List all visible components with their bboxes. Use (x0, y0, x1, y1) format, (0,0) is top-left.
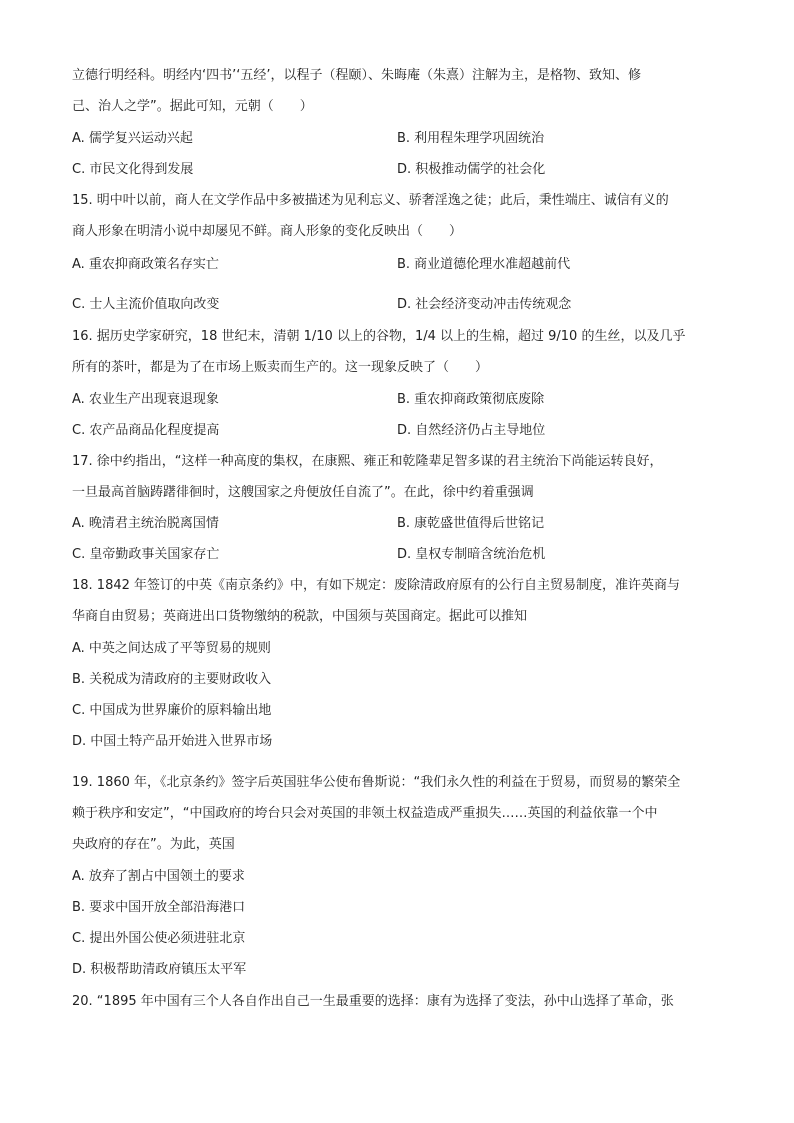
q16-option-b: B. 重农抑商政策彻底废除 (397, 392, 545, 407)
q14-stem-line1: 立德行明经科。明经内‘四书’‘五经’，以程子（程颐）、朱晦庵（朱熹）注解为主，是格物、致知、修 (72, 68, 642, 83)
q14-option-a: A. 儒学复兴运动兴起 (72, 131, 193, 146)
q16-stem-line1: 16. 据历史学家研究，18 世纪末，清朝 1/10 以上的谷物，1/4 以上的生棉，超过 9/10 的生丝，以及几乎 (72, 329, 686, 344)
q16-stem-line2: 所有的茶叶，都是为了在市场上贩卖而生产的。这一现象反映了（ ） (72, 360, 489, 375)
q17-stem-line1: 17. 徐中约指出，“这样一种高度的集权，在康熙、雍正和乾隆辈足智多谋的君主统治下尚能运转良好， (72, 454, 663, 469)
q17-stem-line2: 一旦最高首脑踌躇徘徊时，这艘国家之舟便放任自流了”。在此，徐中约着重强调 (72, 485, 534, 500)
q15-option-d: D. 社会经济变动冲击传统观念 (397, 297, 572, 312)
q14-stem-line2: 己、治人之学”。据此可知，元朝（ ） (72, 99, 313, 114)
q19-stem-line2: 赖于秩序和安定”，“中国政府的垮台只会对英国的非领土权益造成严重损失……英国的利益依靠一个中 (72, 806, 658, 821)
q17-option-c: C. 皇帝勤政事关国家存亡 (72, 547, 220, 562)
q19-option-b: B. 要求中国开放全部沿海港口 (72, 900, 246, 915)
q18-option-d: D. 中国土特产品开始进入世界市场 (72, 734, 273, 749)
q16-option-a: A. 农业生产出现衰退现象 (72, 392, 219, 407)
q15-option-b: B. 商业道德伦理水准超越前代 (397, 257, 571, 272)
q18-option-c: C. 中国成为世界廉价的原料输出地 (72, 703, 272, 718)
q19-option-c: C. 提出外国公使必须进驻北京 (72, 931, 246, 946)
q14-option-c: C. 市民文化得到发展 (72, 162, 194, 177)
q19-stem-line1: 19. 1860 年，《北京条约》签字后英国驻华公使布鲁斯说：“我们永久性的利益在于贸易，而贸易的繁荣全 (72, 775, 681, 790)
q16-option-c: C. 农产品商品化程度提高 (72, 423, 220, 438)
q17-option-d: D. 皇权专制暗含统治危机 (397, 547, 546, 562)
q19-option-d: D. 积极帮助清政府镇压太平军 (72, 962, 247, 977)
q15-stem-line1: 15. 明中叶以前，商人在文学作品中多被描述为见利忘义、骄奢淫逸之徒；此后，秉性端庄、诚信有义的 (72, 193, 669, 208)
q17-option-b: B. 康乾盛世值得后世铭记 (397, 516, 545, 531)
q18-stem-line2: 华商自由贸易；英商进出口货物缴纳的税款，中国须与英国商定。据此可以推知 (72, 609, 528, 624)
q16-option-d: D. 自然经济仍占主导地位 (397, 423, 546, 438)
q19-option-a: A. 放弃了割占中国领土的要求 (72, 869, 245, 884)
q20-stem-line1: 20. “1895 年中国有三个人各自作出自己一生最重要的选择：康有为选择了变法，孙中山选择了革命，张 (72, 994, 674, 1009)
q17-option-a: A. 晚清君主统治脱离国情 (72, 516, 219, 531)
q15-option-a: A. 重农抑商政策名存实亡 (72, 257, 219, 272)
q18-option-b: B. 关税成为清政府的主要财政收入 (72, 672, 272, 687)
q14-option-b: B. 利用程朱理学巩固统治 (397, 131, 545, 146)
q15-option-c: C. 士人主流价值取向改变 (72, 297, 220, 312)
q18-option-a: A. 中英之间达成了平等贸易的规则 (72, 641, 271, 656)
q18-stem-line1: 18. 1842 年签订的中英《南京条约》中，有如下规定：废除清政府原有的公行自主贸易制度，准许英商与 (72, 578, 681, 593)
q14-option-d: D. 积极推动儒学的社会化 (397, 162, 546, 177)
q19-stem-line3: 央政府的存在”。为此，英国 (72, 837, 235, 852)
q15-stem-line2: 商人形象在明清小说中却屡见不鲜。商人形象的变化反映出（ ） (72, 224, 463, 239)
